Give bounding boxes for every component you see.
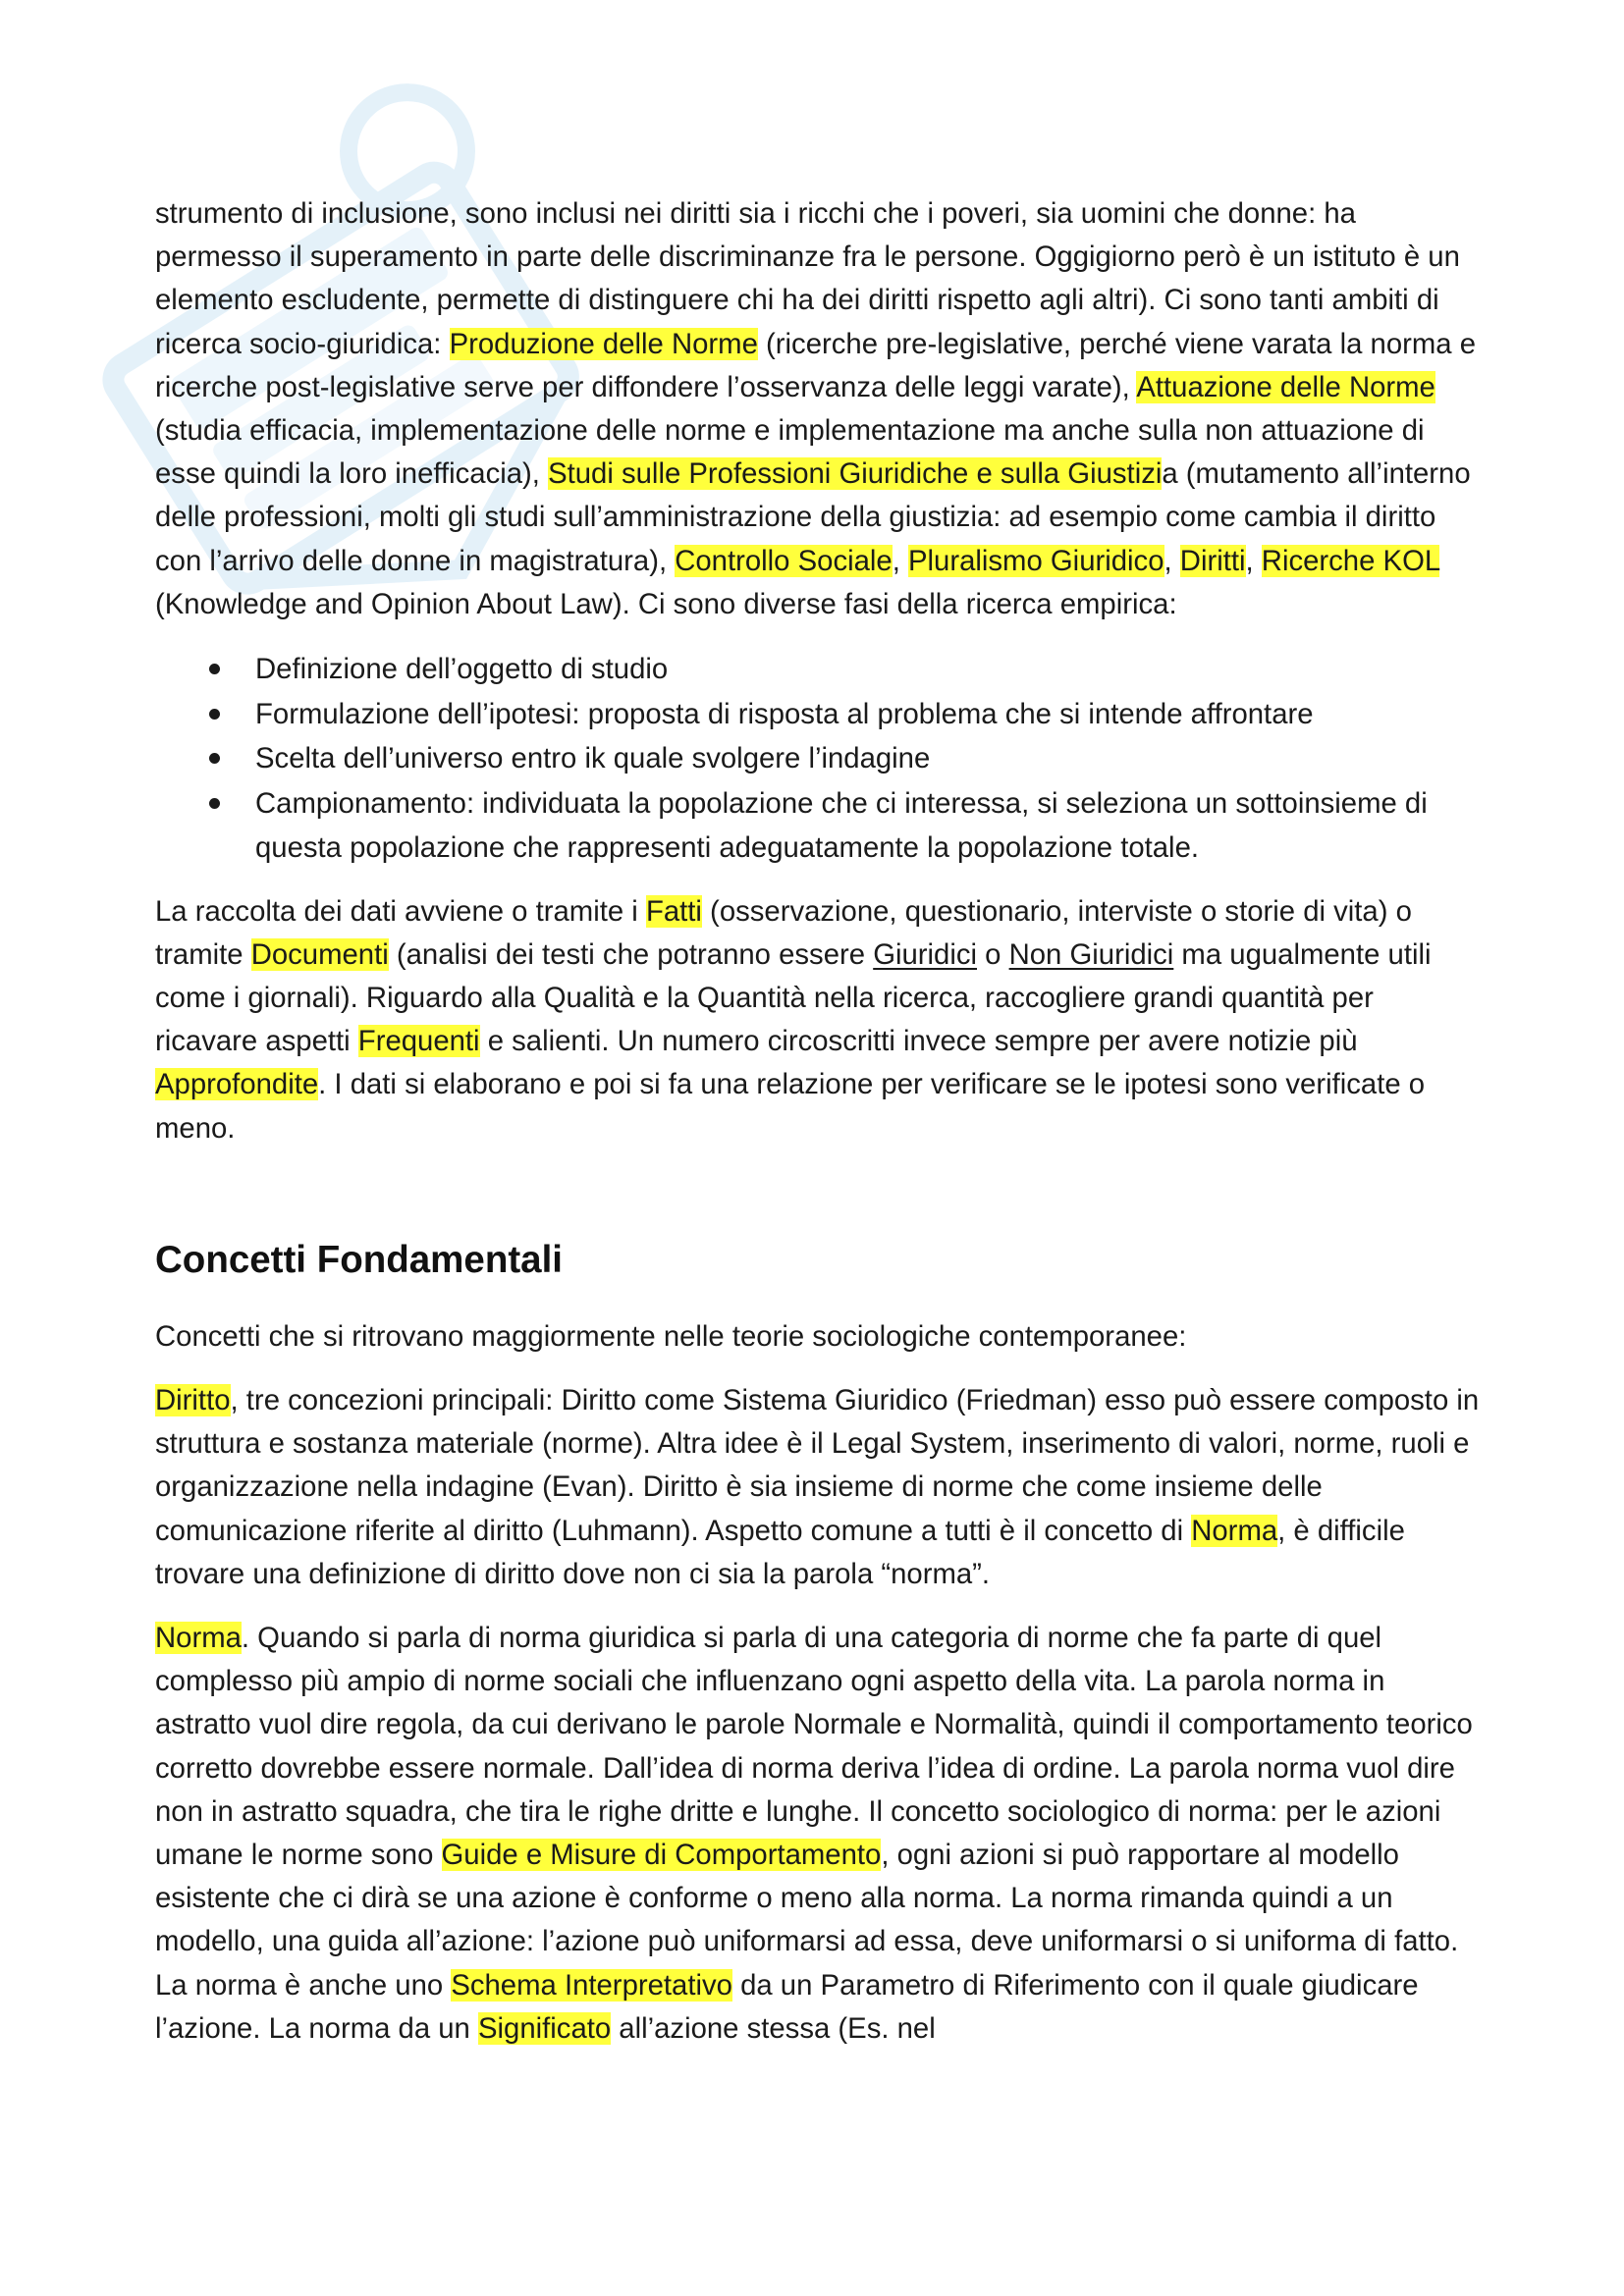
text-segment: (ricerche pre-legislative, perché viene varata la norma e ricerche post-legislative serve per diffondere l’osservanza delle leggi varate), bbox=[155, 327, 1477, 403]
text-segment: a (mutamento all’interno delle professioni, molti gli studi sull’amministrazione della giustizia: ad esempio come cambia il diritto con l’arrivo delle donne in magistratura), bbox=[155, 457, 1471, 577]
bullet-icon bbox=[209, 709, 220, 720]
text-segment: , ogni azioni si può rapportare al modello esistente che ci dirà se una azione è conforme o meno alla norma. La norma rimanda quindi a un modello, una guida all’azione: l’azione può uniformarsi ad essa, deve uniformarsi o si uniforma di fatto. La norma è anche uno bbox=[155, 1838, 1459, 2002]
highlight-documenti: Documenti bbox=[250, 937, 389, 971]
underline-non-giuridici: Non Giuridici bbox=[1008, 937, 1174, 971]
bullet-icon bbox=[209, 753, 220, 764]
text-segment: , bbox=[1164, 544, 1180, 577]
paragraph-research-areas bbox=[155, 192, 1481, 626]
list-item-text: Scelta dell’universo entro ik quale svolgere l’indagine bbox=[255, 742, 931, 775]
paragraph-data-collection bbox=[155, 890, 1481, 1150]
highlight-attuazione-norme: Attuazione delle Norme bbox=[1136, 370, 1435, 403]
highlight-fatti: Fatti bbox=[645, 894, 702, 928]
paragraph-norma bbox=[155, 1617, 1481, 2051]
list-item bbox=[255, 647, 1481, 692]
text-segment: , è difficile trovare una definizione di diritto dove non ci sia la parola “norma”. bbox=[155, 1514, 1405, 1590]
text-segment: all’azione stessa (Es. nel bbox=[611, 2011, 936, 2045]
text-segment: , tre concezioni principali: Diritto come Sistema Giuridico (Friedman) esso può essere composto in struttura e sostanza materiale (norme). Altra idee è il Legal System, inserimento di valori, norme, ruoli e organizzazione nella indagine (Evan). Diritto è sia insieme di norme che come insieme delle comunicazione riferite al diritto (Luhmann). Aspetto comune a tutti è il concetto di bbox=[155, 1383, 1480, 1547]
text-segment: . I dati si elaborano e poi si fa una relazione per verificare se le ipotesi sono verificate o meno. bbox=[155, 1068, 1426, 1145]
text-segment: (osservazione, questionario, interviste o storie di vita) o tramite bbox=[155, 894, 1412, 971]
highlight-ricerche-kol: Ricerche KOL bbox=[1261, 544, 1440, 577]
underline-giuridici: Giuridici bbox=[873, 937, 978, 971]
text-segment: (analisi dei testi che potranno essere bbox=[388, 937, 874, 971]
text-segment: da un Parametro di Riferimento con il quale giudicare l’azione. La norma da un bbox=[155, 1968, 1419, 2045]
paragraph-diritto bbox=[155, 1379, 1481, 1596]
highlight-approfondite: Approfondite bbox=[155, 1068, 319, 1101]
highlight-diritto: Diritto bbox=[155, 1383, 231, 1416]
highlight-frequenti: Frequenti bbox=[357, 1025, 480, 1058]
text-segment: La raccolta dei dati avviene o tramite i bbox=[155, 894, 646, 928]
text-segment: o bbox=[977, 937, 1009, 971]
list-item-text: Campionamento: individuata la popolazione che ci interessa, si seleziona un sottoinsieme di questa popolazione che rappresenti adeguatamente la popolazione totale. bbox=[255, 786, 1428, 865]
list-item bbox=[255, 692, 1481, 737]
highlight-produzione-norme: Produzione delle Norme bbox=[449, 327, 758, 360]
bullet-icon bbox=[209, 798, 220, 809]
highlight-schema-interpretativo: Schema Interpretativo bbox=[451, 1968, 732, 2002]
highlight-controllo-sociale: Controllo Sociale bbox=[675, 544, 893, 577]
text-segment: strumento di inclusione, sono inclusi nei diritti sia i ricchi che i poveri, sia uomini che donne: ha permesso il superamento in parte delle discriminanze fra le persone. Oggigiorno però è un istituto è un elemento escludente, permette di distinguere chi ha dei diritti rispetto agli altri). Ci sono tanti ambiti di ricerca socio-giuridica: bbox=[155, 197, 1460, 360]
text-segment: e salienti. Un numero circoscritti invece sempre per avere notizie più bbox=[479, 1025, 1358, 1058]
highlight-norma: Norma bbox=[1191, 1514, 1278, 1547]
research-phases-list bbox=[155, 647, 1481, 871]
list-item-text: Definizione dell’oggetto di studio bbox=[255, 653, 669, 686]
bullet-icon bbox=[209, 664, 220, 674]
document-page bbox=[155, 192, 1481, 2071]
list-item bbox=[255, 781, 1481, 871]
text-segment: . Quando si parla di norma giuridica si parla di una categoria di norme che fa parte di quel complesso più ampio di norme sociali che influenzano ogni aspetto della vita. La parola norma in astratto vuol dire regola, da cui derivano le parole Normale e Normalità, quindi il comportamento teorico corretto dovrebbe essere normale. Dall’idea di norma deriva l’idea di ordine. La parola norma vuol dire non in astratto squadra, che tira le righe dritte e lunghe. Il concetto sociologico di norma: per le azioni umane le norme sono bbox=[155, 1621, 1473, 1871]
paragraph-intro-concepts: Concetti che si ritrovano maggiormente nelle teorie sociologiche contemporanee: bbox=[155, 1319, 1187, 1353]
highlight-diritti: Diritti bbox=[1179, 544, 1246, 577]
highlight-significato: Significato bbox=[478, 2011, 612, 2045]
highlight-guide-misure: Guide e Misure di Comportamento bbox=[441, 1838, 882, 1871]
text-segment: ma ugualmente utili come i giornali). Riguardo alla Qualità e la Quantità nella ricerca, raccogliere grandi quantità per ricavare aspetti bbox=[155, 937, 1432, 1058]
text-segment: (Knowledge and Opinion About Law). Ci sono diverse fasi della ricerca empirica: bbox=[155, 587, 1177, 620]
section-heading: Concetti Fondamentali bbox=[155, 1238, 563, 1281]
text-segment: , bbox=[892, 544, 908, 577]
text-segment: (studia efficacia, implementazione delle norme e implementazione ma anche sulla non attuazione di esse quindi la loro inefficacia), bbox=[155, 414, 1425, 491]
list-item-text: Formulazione dell’ipotesi: proposta di risposta al problema che si intende affrontare bbox=[255, 697, 1314, 730]
highlight-norma: Norma bbox=[155, 1621, 242, 1654]
text-segment: , bbox=[1245, 544, 1262, 577]
list-item bbox=[255, 736, 1481, 781]
highlight-studi-professioni: Studi sulle Professioni Giuridiche e sulla Giustizi bbox=[548, 457, 1163, 491]
highlight-pluralismo-giuridico: Pluralismo Giuridico bbox=[908, 544, 1164, 577]
